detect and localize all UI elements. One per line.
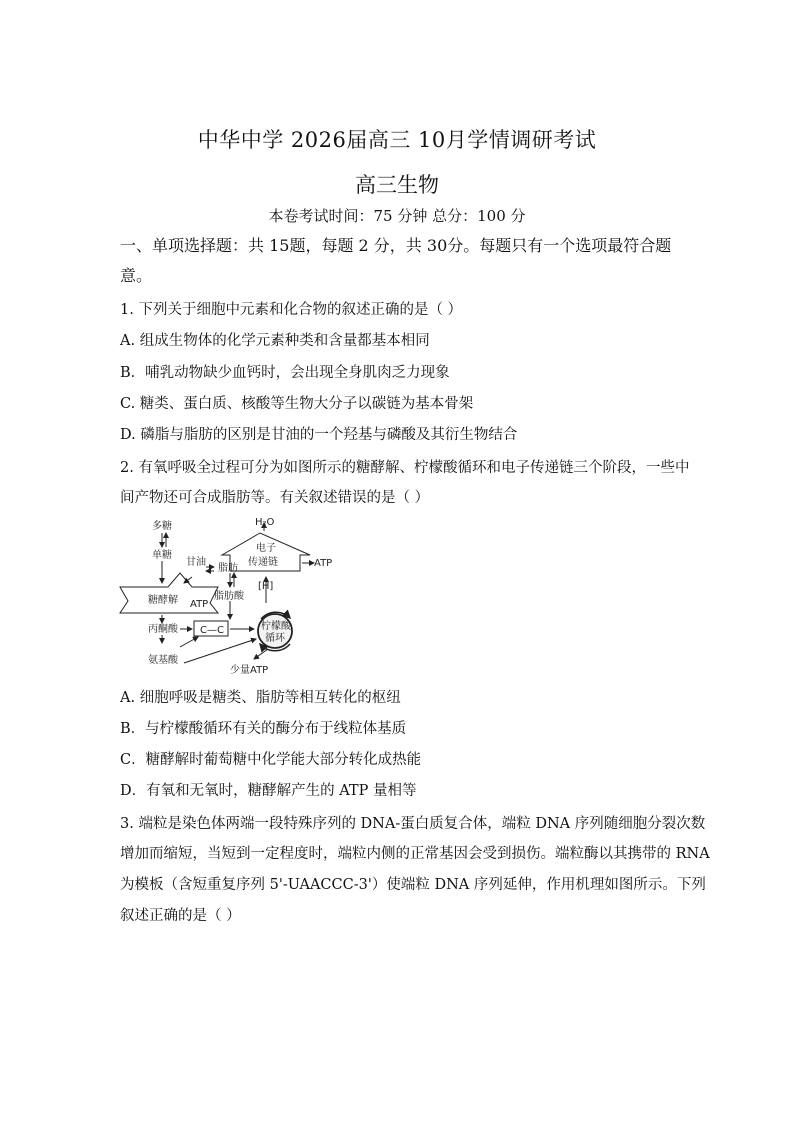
- exam-subtitle: 高三生物: [355, 173, 439, 197]
- label-atp: ATP: [190, 599, 209, 610]
- question-1-option-c: C. 糖类、蛋白质、核酸等生物大分子以碳链为基本骨架: [120, 396, 474, 412]
- label-etc-line2: 传递链: [248, 557, 278, 568]
- label-cc: C—C: [200, 625, 224, 636]
- question-1-stem: 1. 下列关于细胞中元素和化合物的叙述正确的是（ ）: [120, 302, 463, 318]
- question-3-line2: 增加而缩短，当短到一定程度时，端粒内侧的正常基因会受到损伤。端粒酶以其携带的 RNA: [120, 846, 710, 862]
- question-2-option-d: D．有氧和无氧时，糖酵解产生的 ATP 量相等: [120, 783, 417, 799]
- label-polysaccharide: 多糖: [152, 521, 172, 532]
- label-monosaccharide: 单糖: [152, 550, 172, 561]
- question-3-line4: 叙述正确的是（ ）: [120, 908, 241, 924]
- question-1-option-a: A. 组成生物体的化学元素种类和含量都基本相同: [120, 333, 430, 349]
- label-amino-acid: 氨基酸: [148, 655, 178, 666]
- question-2-stem-line2: 间产物还可合成脂肪等。有关叙述错误的是（ ）: [120, 490, 430, 506]
- question-3-line1: 3. 端粒是染色体两端一段特殊序列的 DNA-蛋白质复合体，端粒 DNA 序列随细胞分裂次数: [120, 816, 706, 832]
- label-little-atp: 少量ATP: [230, 665, 269, 676]
- question-2-option-c: C．糖酵解时葡萄糖中化学能大部分转化成热能: [120, 752, 422, 768]
- question-1-option-d: D. 磷脂与脂肪的区别是甘油的一个羟基与磷酸及其衍生物结合: [120, 427, 518, 443]
- label-water: H₂O: [255, 517, 275, 528]
- question-2-stem-line1: 2. 有氧呼吸全过程可分为如图所示的糖酵解、柠檬酸循环和电子传递链三个阶段，一些中: [120, 460, 690, 476]
- section-heading: 一、单项选择题：共 15题，每题 2 分，共 30分。每题只有一个选项最符合题: [120, 236, 672, 255]
- label-h: [H]: [258, 581, 274, 592]
- label-pyruvate: 丙酮酸: [148, 624, 178, 635]
- label-glycolysis: 糖酵解: [148, 595, 178, 606]
- question-1-option-b: B．哺乳动物缺少血钙时，会出现全身肌肉乏力现象: [120, 365, 450, 381]
- question-3-line3: 为模板（含短重复序列 5'-UAACCC-3'）使端粒 DNA 序列延伸，作用机理如图所示。下列: [120, 877, 706, 893]
- exam-meta: 本卷考试时间：75 分钟 总分：100 分: [268, 207, 526, 225]
- label-fat: 脂肪: [218, 563, 238, 574]
- label-cycle-line2: 循环: [265, 633, 285, 644]
- exam-title: 中华中学 2026届高三 10月学情调研考试: [197, 128, 597, 152]
- label-cycle-line1: 柠檬酸: [261, 621, 291, 632]
- label-etc-atp: ATP: [314, 558, 333, 569]
- question-2-option-b: B．与柠檬酸循环有关的酶分布于线粒体基质: [120, 721, 407, 737]
- question-2-option-a: A. 细胞呼吸是糖类、脂肪等相互转化的枢纽: [120, 690, 401, 706]
- section-heading-cont: 意。: [120, 266, 153, 285]
- label-fatty-acid: 脂肪酸: [214, 591, 244, 602]
- label-etc-line1: 电子: [256, 543, 276, 554]
- label-glycerol: 甘油: [186, 557, 206, 568]
- respiration-diagram: [118, 515, 338, 680]
